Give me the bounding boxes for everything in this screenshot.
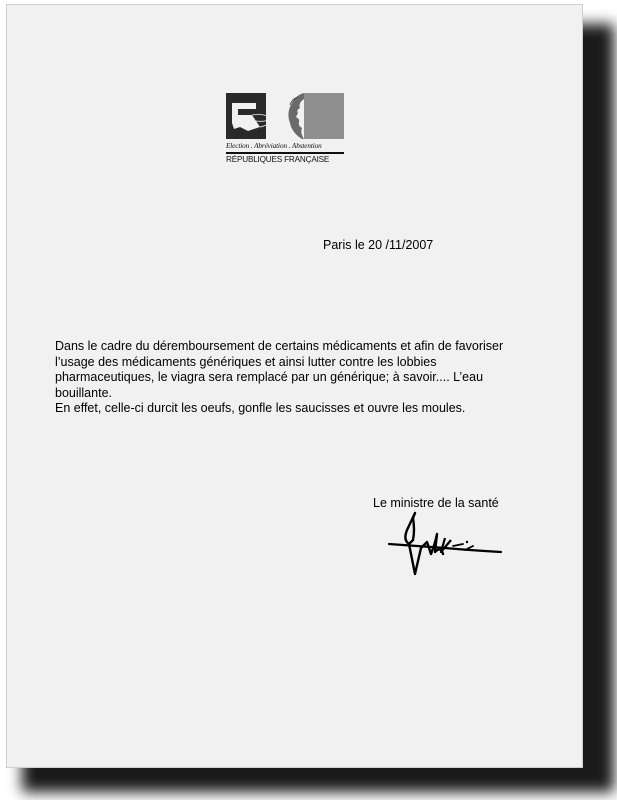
letter-body <box>55 339 555 417</box>
logo-motto: Election . Abréviation . Abstention <box>226 142 322 150</box>
body-line: bouillante. <box>55 385 112 400</box>
body-line: En effet, celle-ci durcit les oeufs, gonfle les saucisses et ouvre les moules. <box>55 401 466 416</box>
body-line: Dans le cadre du déremboursement de certains médicaments et afin de favoriser <box>55 339 504 353</box>
body-line: pharmaceutiques, le viagra sera remplacé par un générique; à savoir.... L’eau <box>55 370 484 385</box>
body-line: l’usage des médicaments génériques et ainsi lutter contre les lobbies <box>55 354 437 369</box>
handwritten-signature <box>387 510 507 580</box>
letter-date: Paris le 20 /11/2007 <box>323 238 434 252</box>
logo-name: RÉPUBLIQUES FRANÇAISE <box>226 155 330 164</box>
logo-graphic <box>226 93 344 139</box>
letter-page <box>6 4 583 768</box>
republic-logo <box>226 93 344 169</box>
signature-title: Le ministre de la santé <box>373 496 499 510</box>
logo-divider <box>226 152 344 154</box>
